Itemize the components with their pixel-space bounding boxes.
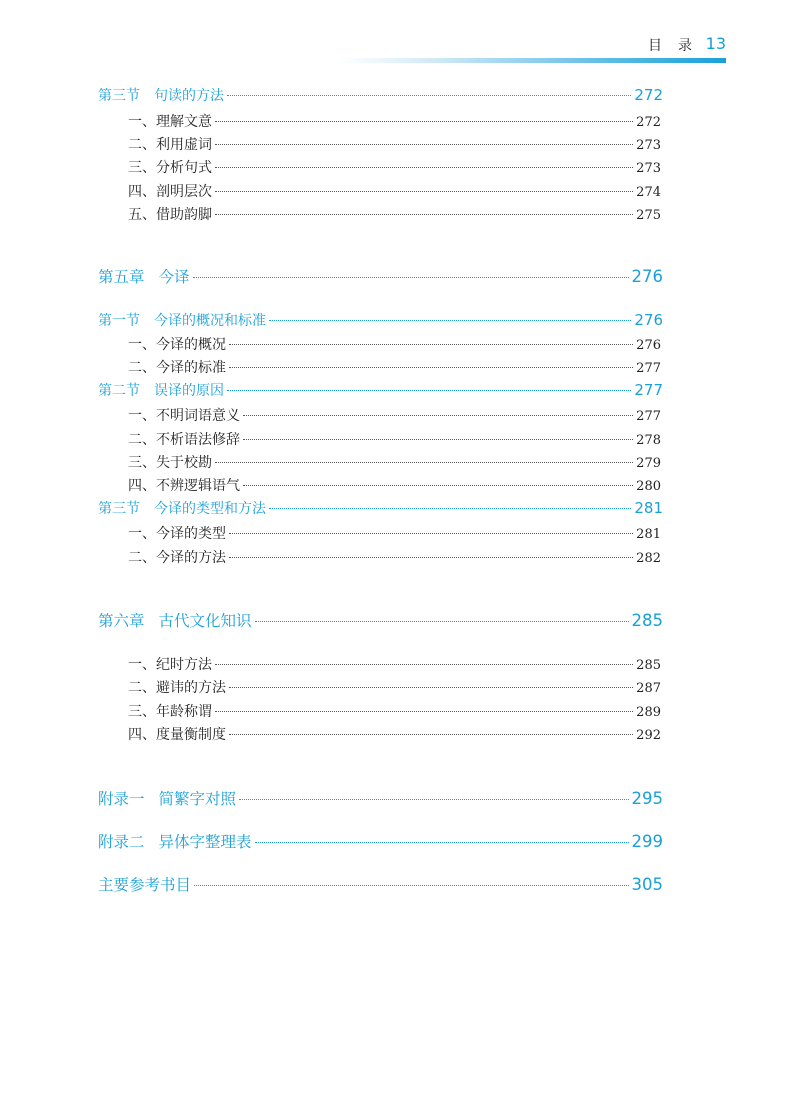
toc-label: [98, 380, 224, 400]
toc-title: 古代文化知识: [158, 612, 252, 630]
toc-item[interactable]: [128, 334, 661, 354]
dot-leader: [229, 557, 633, 558]
toc-chapter[interactable]: [98, 609, 663, 631]
toc-item[interactable]: [128, 134, 661, 154]
dot-leader: [215, 214, 633, 215]
toc-title: 异体字整理表: [158, 833, 252, 851]
toc-number: 附录一: [98, 790, 145, 808]
dot-leader: [227, 390, 631, 391]
toc-item[interactable]: [128, 523, 661, 543]
toc-page-number: 273: [636, 138, 661, 153]
toc-title: 四、不辨逻辑语气: [128, 478, 240, 494]
toc-title: 句读的方法: [154, 88, 224, 104]
toc-title: 二、不析语法修辞: [128, 432, 240, 448]
dot-leader: [215, 462, 633, 463]
toc-chapter[interactable]: [98, 265, 663, 287]
toc-label: [98, 310, 266, 330]
toc-item[interactable]: [128, 547, 661, 567]
toc-label: [128, 157, 212, 177]
dot-leader: [193, 277, 629, 278]
dot-leader: [227, 95, 631, 96]
toc-label: [98, 873, 191, 895]
toc-title: 二、避讳的方法: [128, 680, 226, 696]
header-title: 目录: [648, 38, 708, 54]
dot-leader: [215, 191, 633, 192]
toc-page-number: 276: [636, 338, 661, 353]
toc-section[interactable]: [98, 85, 663, 105]
toc-item[interactable]: [128, 677, 661, 697]
toc-label: [98, 265, 190, 287]
toc-page-number: 275: [636, 208, 661, 223]
toc-page-number: 276: [634, 311, 663, 329]
toc-label: [128, 204, 212, 224]
toc-title: 今译的概况和标准: [154, 313, 266, 329]
toc-page-number: 277: [634, 381, 663, 399]
dot-leader: [255, 621, 629, 622]
toc-label: [98, 85, 224, 105]
toc-item[interactable]: [128, 157, 661, 177]
toc-page-number: 299: [631, 832, 663, 851]
toc-label: [128, 724, 226, 744]
dot-leader: [243, 439, 633, 440]
toc-title: 四、剖明层次: [128, 184, 212, 200]
toc-label: [128, 547, 226, 567]
toc-item[interactable]: [128, 357, 661, 377]
dot-leader: [229, 734, 633, 735]
dot-leader: [269, 320, 631, 321]
toc-page-number: 278: [636, 433, 661, 448]
toc-item[interactable]: [128, 701, 661, 721]
toc-page-number: 274: [636, 185, 661, 200]
toc-page-number: 279: [636, 456, 661, 471]
toc-number: 第一节: [98, 313, 140, 329]
toc-item[interactable]: [128, 181, 661, 201]
toc-page-number: 295: [631, 789, 663, 808]
toc-page-number: 277: [636, 409, 661, 424]
toc-number: 附录二: [98, 833, 145, 851]
toc-section[interactable]: [98, 498, 663, 518]
toc-page-number: 305: [631, 875, 663, 894]
toc-page-number: 276: [631, 267, 663, 286]
dot-leader: [229, 344, 633, 345]
toc-label: [128, 654, 212, 674]
toc-label: [98, 830, 252, 852]
dot-leader: [215, 121, 633, 122]
toc-title: 二、利用虚词: [128, 137, 212, 153]
toc-item[interactable]: [128, 654, 661, 674]
toc-item[interactable]: [128, 111, 661, 131]
toc-title: 一、今译的概况: [128, 337, 226, 353]
toc-title: 二、今译的方法: [128, 550, 226, 566]
toc-page-number: 277: [636, 361, 661, 376]
toc-section[interactable]: [98, 310, 663, 330]
toc-item[interactable]: [128, 429, 661, 449]
toc-section[interactable]: [98, 380, 663, 400]
toc-page-number: 273: [636, 161, 661, 176]
toc-title: 今译的类型和方法: [154, 501, 266, 517]
toc-item[interactable]: [128, 475, 661, 495]
toc-page-number: 287: [636, 681, 661, 696]
toc-number: 第三节: [98, 501, 140, 517]
toc-item[interactable]: [128, 204, 661, 224]
dot-leader: [243, 485, 633, 486]
toc-title: 三、年龄称谓: [128, 704, 212, 720]
toc-title: 误译的原因: [154, 383, 224, 399]
toc-title: 三、分析句式: [128, 160, 212, 176]
toc-page-number: 272: [634, 86, 663, 104]
toc-title: 主要参考书目: [98, 876, 192, 894]
toc-chapter[interactable]: [98, 830, 663, 852]
dot-leader: [215, 664, 633, 665]
toc-title: 三、失于校勘: [128, 455, 212, 471]
toc-title: 一、纪时方法: [128, 657, 212, 673]
toc-label: [128, 181, 212, 201]
toc-label: [128, 357, 226, 377]
toc-item[interactable]: [128, 405, 661, 425]
toc-page-number: 280: [636, 479, 661, 494]
toc-title: 今译: [158, 268, 190, 286]
toc-label: [128, 677, 226, 697]
toc-page-number: 282: [636, 551, 661, 566]
toc-chapter[interactable]: [98, 787, 663, 809]
toc-label: [98, 609, 252, 631]
toc-number: 第五章: [98, 268, 145, 286]
dot-leader: [215, 144, 633, 145]
toc-item[interactable]: [128, 724, 661, 744]
dot-leader: [229, 533, 633, 534]
toc-number: 第六章: [98, 612, 145, 630]
toc-title: 二、今译的标准: [128, 360, 226, 376]
toc-label: [98, 498, 266, 518]
dot-leader: [255, 842, 629, 843]
toc-page-number: 281: [634, 499, 663, 517]
dot-leader: [269, 508, 631, 509]
toc-title: 一、今译的类型: [128, 526, 226, 542]
toc-page-number: 285: [631, 611, 663, 630]
toc-label: [128, 134, 212, 154]
toc-label: [128, 405, 240, 425]
toc-label: [128, 523, 226, 543]
toc-chapter[interactable]: [98, 873, 663, 895]
dot-leader: [194, 885, 628, 886]
toc-label: [128, 452, 212, 472]
header-page-number: 13: [705, 34, 726, 53]
toc-label: [128, 334, 226, 354]
toc-title: 一、理解文意: [128, 114, 212, 130]
dot-leader: [243, 415, 633, 416]
dot-leader: [215, 711, 633, 712]
toc-title: 四、度量衡制度: [128, 727, 226, 743]
dot-leader: [215, 167, 633, 168]
toc-label: [128, 701, 212, 721]
toc-page-number: 289: [636, 705, 661, 720]
toc-label: [128, 475, 240, 495]
toc-item[interactable]: [128, 452, 661, 472]
toc-number: 第三节: [98, 88, 140, 104]
toc-page-number: 281: [636, 527, 661, 542]
toc-title: 五、借助韵脚: [128, 207, 212, 223]
dot-leader: [229, 367, 633, 368]
toc-title: 一、不明词语意义: [128, 408, 240, 424]
toc-label: [128, 429, 240, 449]
toc-title: 简繁字对照: [158, 790, 237, 808]
dot-leader: [229, 687, 633, 688]
toc-label: [128, 111, 212, 131]
toc-number: 第二节: [98, 383, 140, 399]
dot-leader: [239, 799, 628, 800]
toc-page-number: 292: [636, 728, 661, 743]
toc-page-number: 272: [636, 115, 661, 130]
toc-page-number: 285: [636, 658, 661, 673]
toc-label: [98, 787, 236, 809]
